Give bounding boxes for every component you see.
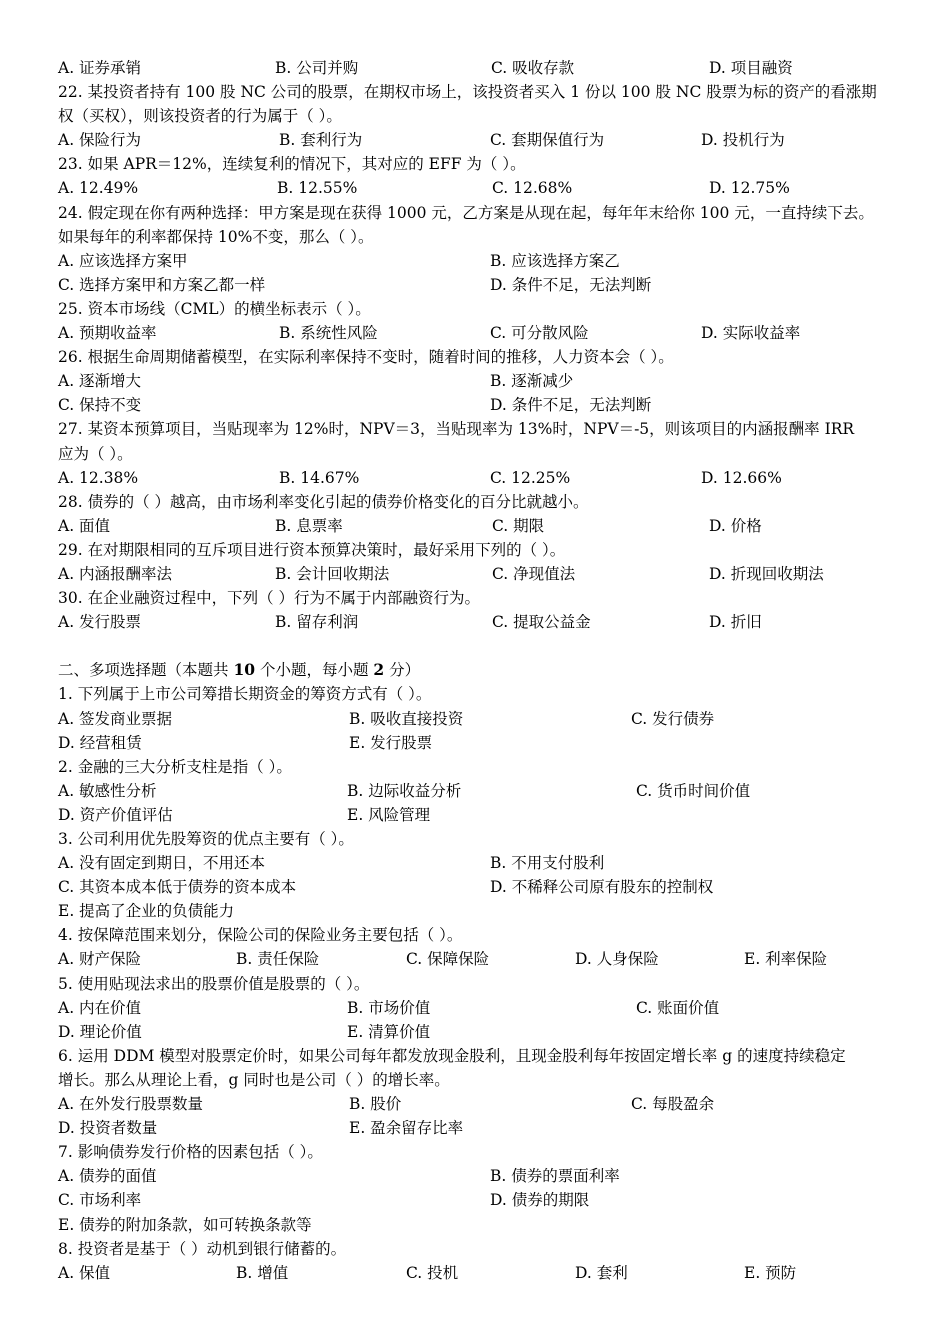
m1-stem: 1. 下列属于上市公司筹措长期资金的筹资方式有（ ）。 bbox=[58, 685, 432, 704]
q25-option-c: C. 可分散风险 bbox=[490, 324, 589, 343]
m7-options-row2 bbox=[58, 1188, 918, 1212]
m3-option-e: E. 提高了企业的负债能力 bbox=[58, 902, 235, 921]
q23-options-row bbox=[58, 176, 918, 200]
q24-option-a: A. 应该选择方案甲 bbox=[58, 251, 188, 270]
m7-option-d: D. 债券的期限 bbox=[490, 1191, 590, 1210]
m1-option-a: A. 签发商业票据 bbox=[58, 709, 173, 728]
q26-option-d: D. 条件不足，无法判断 bbox=[490, 396, 652, 415]
m6-option-e: E. 盈余留存比率 bbox=[349, 1119, 464, 1138]
q29-option-a: A. 内涵报酬率法 bbox=[58, 564, 173, 583]
m3-options-row1 bbox=[58, 851, 918, 875]
q27-stem-line2: 应为（ ）。 bbox=[58, 444, 133, 463]
section2-heading-e: 分） bbox=[384, 661, 421, 680]
m6-options-row1 bbox=[58, 1092, 918, 1116]
m1-options-row2 bbox=[58, 731, 918, 755]
m5-option-b: B. 市场价值 bbox=[347, 998, 431, 1017]
m6-stem-line1: 6. 运用 DDM 模型对股票定价时，如果公司每年都发放现金股利，且现金股利每年按固定增长率 g 的速度持续稳定 bbox=[58, 1046, 846, 1065]
m6-option-c: C. 每股盈余 bbox=[631, 1095, 715, 1114]
m8-option-e: E. 预防 bbox=[744, 1263, 797, 1282]
section-spacer bbox=[58, 634, 918, 658]
q27-options-row bbox=[58, 466, 918, 490]
m7-options-row3 bbox=[58, 1213, 918, 1237]
m5-option-c: C. 账面价值 bbox=[636, 998, 720, 1017]
m2-stem: 2. 金融的三大分析支柱是指（ ）。 bbox=[58, 757, 292, 776]
q25-option-d: D. 实际收益率 bbox=[701, 324, 801, 343]
q24-options-row2 bbox=[58, 273, 918, 297]
section2-heading-c: 个小题，每小题 bbox=[255, 661, 374, 680]
m2-option-d: D. 资产价值评估 bbox=[58, 805, 173, 824]
q28-option-a: A. 面值 bbox=[58, 516, 111, 535]
q23-option-c: C. 12.68% bbox=[492, 179, 573, 198]
m4-options-row bbox=[58, 947, 918, 971]
q24-option-d: D. 条件不足，无法判断 bbox=[490, 275, 652, 294]
q30-option-b: B. 留存利润 bbox=[275, 613, 359, 632]
q24-option-b: B. 应该选择方案乙 bbox=[490, 251, 620, 270]
m2-option-b: B. 边际收益分析 bbox=[347, 781, 462, 800]
m6-option-b: B. 股价 bbox=[349, 1095, 402, 1114]
q27-option-b: B. 14.67% bbox=[279, 468, 360, 487]
q28-stem: 28. 债券的（ ）越高，由市场利率变化引起的债券价格变化的百分比就越小。 bbox=[58, 492, 589, 511]
m8-stem: 8. 投资者是基于（ ）动机到银行储蓄的。 bbox=[58, 1239, 347, 1258]
q27-option-d: D. 12.66% bbox=[701, 468, 782, 487]
q23-option-d: D. 12.75% bbox=[709, 179, 790, 198]
m6-stem-line2: 增长。那么从理论上看，g 同时也是公司（ ）的增长率。 bbox=[58, 1070, 450, 1089]
q21-option-a: A. 证券承销 bbox=[58, 59, 142, 77]
m6-option-d: D. 投资者数量 bbox=[58, 1119, 158, 1138]
m6-options-row2 bbox=[58, 1116, 918, 1140]
q22-option-d: D. 投机行为 bbox=[701, 131, 785, 150]
m5-option-a: A. 内在价值 bbox=[58, 998, 142, 1017]
m7-options-row1 bbox=[58, 1164, 918, 1188]
m1-option-d: D. 经营租赁 bbox=[58, 733, 142, 752]
m8-option-a: A. 保值 bbox=[58, 1263, 111, 1282]
q28-option-b: B. 息票率 bbox=[275, 516, 343, 535]
q27-option-a: A. 12.38% bbox=[58, 468, 139, 487]
q29-option-c: C. 净现值法 bbox=[492, 564, 576, 583]
m3-option-c: C. 其资本成本低于债券的资本成本 bbox=[58, 878, 297, 897]
m1-option-e: E. 发行股票 bbox=[349, 733, 433, 752]
m8-options-row bbox=[58, 1261, 918, 1285]
m5-option-e: E. 清算价值 bbox=[347, 1022, 431, 1041]
m4-option-a: A. 财产保险 bbox=[58, 950, 142, 969]
q30-stem: 30. 在企业融资过程中，下列（ ）行为不属于内部融资行为。 bbox=[58, 589, 481, 608]
q29-option-b: B. 会计回收期法 bbox=[275, 564, 390, 583]
q22-stem-line2: 权（买权），则该投资者的行为属于（ ）。 bbox=[58, 107, 342, 126]
m7-option-c: C. 市场利率 bbox=[58, 1191, 142, 1210]
q26-stem: 26. 根据生命周期储蓄模型，在实际利率保持不变时，随着时间的推移，人力资本会（ ）。 bbox=[58, 348, 674, 367]
q23-stem: 23. 如果 APR＝12%，连续复利的情况下，其对应的 EFF 为（ ）。 bbox=[58, 155, 526, 174]
m7-stem: 7. 影响债券发行价格的因素包括（ ）。 bbox=[58, 1143, 323, 1162]
q27-option-c: C. 12.25% bbox=[490, 468, 571, 487]
q23-option-a: A. 12.49% bbox=[58, 179, 139, 198]
q22-option-c: C. 套期保值行为 bbox=[490, 131, 605, 150]
m4-stem: 4. 按保障范围来划分，保险公司的保险业务主要包括（ ）。 bbox=[58, 926, 463, 945]
q25-options-row bbox=[58, 321, 918, 345]
m3-stem: 3. 公司利用优先股筹资的优点主要有（ ）。 bbox=[58, 830, 354, 848]
q25-option-a: A. 预期收益率 bbox=[58, 324, 157, 343]
m7-option-b: B. 债券的票面利率 bbox=[490, 1167, 620, 1186]
q28-option-c: C. 期限 bbox=[492, 516, 545, 535]
m4-option-c: C. 保障保险 bbox=[406, 950, 490, 969]
q24-stem-line2: 如果每年的利率都保持 10%不变，那么（ ）。 bbox=[58, 227, 374, 246]
q26-options-row1 bbox=[58, 369, 918, 393]
m5-options-row2 bbox=[58, 1020, 918, 1044]
m4-option-e: E. 利率保险 bbox=[744, 950, 828, 969]
q22-option-a: A. 保险行为 bbox=[58, 131, 142, 150]
q26-option-b: B. 逐渐减少 bbox=[490, 372, 574, 391]
m6-option-a: A. 在外发行股票数量 bbox=[58, 1095, 204, 1114]
q25-stem: 25. 资本市场线（CML）的横坐标表示（ ）。 bbox=[58, 299, 371, 318]
section2-heading bbox=[58, 658, 918, 682]
m5-options-row1 bbox=[58, 996, 918, 1020]
q26-options-row2 bbox=[58, 393, 918, 417]
q28-options-row bbox=[58, 514, 918, 538]
m3-options-row3 bbox=[58, 899, 918, 923]
m4-option-b: B. 责任保险 bbox=[236, 950, 320, 969]
exam-page bbox=[58, 56, 918, 1285]
m3-option-a: A. 没有固定到期日，不用还本 bbox=[58, 854, 266, 873]
section2-heading-points: 2 bbox=[373, 660, 385, 680]
m5-stem: 5. 使用贴现法求出的股票价值是股票的（ ）。 bbox=[58, 974, 370, 993]
m5-option-d: D. 理论价值 bbox=[58, 1022, 142, 1041]
section2-heading-count: 10 bbox=[233, 660, 256, 680]
q21-option-d: D. 项目融资 bbox=[709, 59, 793, 77]
m3-options-row2 bbox=[58, 875, 918, 899]
m3-option-d: D. 不稀释公司原有股东的控制权 bbox=[490, 878, 714, 897]
q24-options-row1 bbox=[58, 249, 918, 273]
q24-option-c: C. 选择方案甲和方案乙都一样 bbox=[58, 275, 266, 294]
q28-option-d: D. 价格 bbox=[709, 516, 762, 535]
q30-option-a: A. 发行股票 bbox=[58, 613, 142, 632]
q22-options-row bbox=[58, 128, 918, 152]
q22-option-b: B. 套利行为 bbox=[279, 131, 363, 150]
q29-options-row bbox=[58, 562, 918, 586]
q21-option-c: C. 吸收存款 bbox=[491, 59, 575, 77]
m2-options-row1 bbox=[58, 779, 918, 803]
section2-heading-a: 二、多项选择题（本题共 bbox=[58, 661, 234, 680]
q25-option-b: B. 系统性风险 bbox=[279, 324, 378, 343]
m8-option-b: B. 增值 bbox=[236, 1263, 289, 1282]
q29-stem: 29. 在对期限相同的互斥项目进行资本预算决策时，最好采用下列的（ ）。 bbox=[58, 540, 566, 559]
m8-option-d: D. 套利 bbox=[575, 1263, 628, 1282]
m7-option-e: E. 债券的附加条款，如可转换条款等 bbox=[58, 1215, 312, 1234]
m8-option-c: C. 投机 bbox=[406, 1263, 459, 1282]
q24-stem-line1: 24. 假定现在你有两种选择：甲方案是现在获得 1000 元，乙方案是从现在起，每年年末给你 100 元，一直持续下去。 bbox=[58, 203, 874, 222]
m2-option-c: C. 货币时间价值 bbox=[636, 781, 751, 800]
m1-option-b: B. 吸收直接投资 bbox=[349, 709, 464, 728]
q29-option-d: D. 折现回收期法 bbox=[709, 564, 824, 583]
m2-option-a: A. 敏感性分析 bbox=[58, 781, 157, 800]
m2-options-row2 bbox=[58, 803, 918, 827]
q21-option-b: B. 公司并购 bbox=[275, 59, 359, 77]
q26-option-a: A. 逐渐增大 bbox=[58, 372, 142, 391]
q30-option-d: D. 折旧 bbox=[709, 613, 762, 632]
q27-stem-line1: 27. 某资本预算项目，当贴现率为 12%时，NPV＝3，当贴现率为 13%时，NPV＝-5，则该项目的内涵报酬率 IRR bbox=[58, 420, 855, 439]
m3-option-b: B. 不用支付股利 bbox=[490, 854, 605, 873]
q30-options-row bbox=[58, 610, 918, 634]
q26-option-c: C. 保持不变 bbox=[58, 396, 142, 415]
m7-option-a: A. 债券的面值 bbox=[58, 1167, 157, 1186]
q22-stem-line1: 22. 某投资者持有 100 股 NC 公司的股票，在期权市场上，该投资者买入 1 份以 100 股 NC 股票为标的资产的看涨期 bbox=[58, 83, 877, 102]
m2-option-e: E. 风险管理 bbox=[347, 805, 431, 824]
q23-option-b: B. 12.55% bbox=[277, 179, 358, 198]
q21-options-row bbox=[58, 56, 918, 80]
m4-option-d: D. 人身保险 bbox=[575, 950, 659, 969]
m1-option-c: C. 发行债券 bbox=[631, 709, 715, 728]
q30-option-c: C. 提取公益金 bbox=[492, 613, 591, 632]
m1-options-row1 bbox=[58, 707, 918, 731]
